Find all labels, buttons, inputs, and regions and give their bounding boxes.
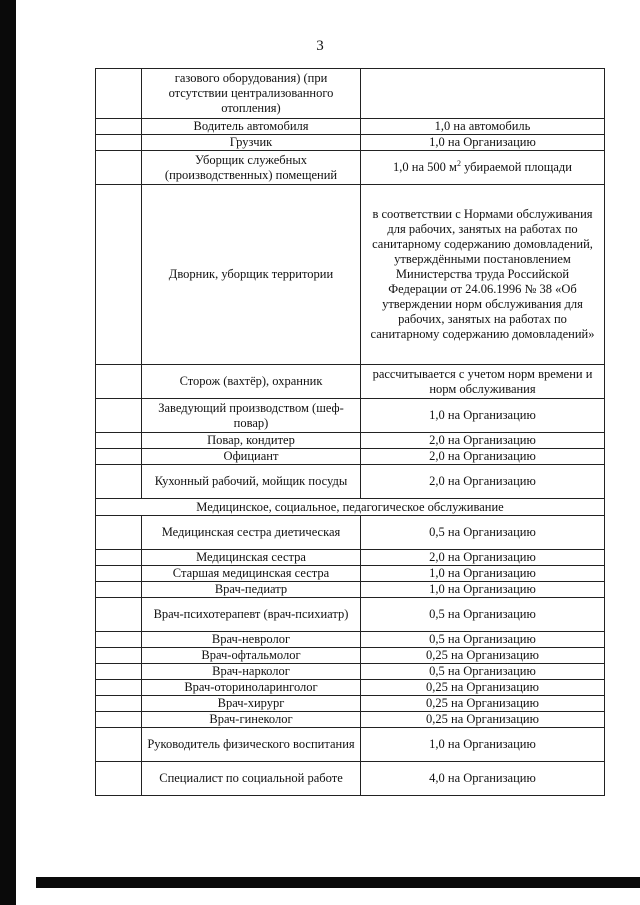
- scan-shadow-left: [0, 0, 16, 905]
- row-number-cell: [96, 449, 142, 465]
- norm-cell: 1,0 на Организацию: [361, 728, 605, 762]
- norm-cell: 1,0 на Организацию: [361, 582, 605, 598]
- position-cell: Врач-офтальмолог: [142, 648, 361, 664]
- norm-cell: 0,5 на Организацию: [361, 632, 605, 648]
- row-number-cell: [96, 135, 142, 151]
- table-row: [96, 449, 605, 465]
- norm-cell: [361, 69, 605, 119]
- position-cell: Кухонный рабочий, мойщик посуды: [142, 465, 361, 499]
- norm-cell: в соответствии с Нормами обслуживания для рабочих, занятых на работах по санитарному содержанию домовладений, утверждёнными постановлением Министерства труда Российской Федерации от 24.06.1996 № 38 «Об утверждении норм обслуживания для рабочих, занятых на работах по санитарному содержанию домовладений»: [361, 185, 605, 365]
- table-row: [96, 712, 605, 728]
- position-cell: Врач-оториноларинголог: [142, 680, 361, 696]
- norm-cell: 1,0 на автомобиль: [361, 119, 605, 135]
- table-row: [96, 550, 605, 566]
- table-row: [96, 664, 605, 680]
- norm-cell: [361, 151, 605, 185]
- norm-text-prefix: 1,0 на 500 м: [393, 160, 457, 174]
- row-number-cell: [96, 712, 142, 728]
- row-number-cell: [96, 728, 142, 762]
- section-title: Медицинское, социальное, педагогическое обслуживание: [96, 499, 605, 516]
- position-cell: Врач-психотерапевт (врач-психиатр): [142, 598, 361, 632]
- position-cell: Официант: [142, 449, 361, 465]
- table-row: [96, 399, 605, 433]
- table-row: [96, 566, 605, 582]
- position-cell: Дворник, уборщик территории: [142, 185, 361, 365]
- table-row: [96, 680, 605, 696]
- position-cell: Врач-хирург: [142, 696, 361, 712]
- table-row: [96, 465, 605, 499]
- norm-cell: 0,5 на Организацию: [361, 516, 605, 550]
- table-row: [96, 632, 605, 648]
- norm-cell: рассчитывается с учетом норм времени и норм обслуживания: [361, 365, 605, 399]
- table-row: [96, 696, 605, 712]
- norm-cell: 2,0 на Организацию: [361, 449, 605, 465]
- table-row: [96, 151, 605, 185]
- norm-cell: 0,5 на Организацию: [361, 664, 605, 680]
- page-number: 3: [316, 38, 324, 54]
- table-row: [96, 69, 605, 119]
- row-number-cell: [96, 516, 142, 550]
- row-number-cell: [96, 582, 142, 598]
- staff-norms-table: [95, 68, 605, 796]
- norm-cell: 0,25 на Организацию: [361, 712, 605, 728]
- row-number-cell: [96, 550, 142, 566]
- norm-cell: 4,0 на Организацию: [361, 762, 605, 796]
- table-row: [96, 648, 605, 664]
- table-row: [96, 728, 605, 762]
- position-cell: Сторож (вахтёр), охранник: [142, 365, 361, 399]
- norm-cell: 0,5 на Организацию: [361, 598, 605, 632]
- position-cell: Врач-педиатр: [142, 582, 361, 598]
- row-number-cell: [96, 762, 142, 796]
- position-cell: газового оборудования) (при отсутствии централизованного отопления): [142, 69, 361, 119]
- section-header-row: [96, 499, 605, 516]
- norm-cell: 2,0 на Организацию: [361, 465, 605, 499]
- row-number-cell: [96, 680, 142, 696]
- table-row: [96, 582, 605, 598]
- position-cell: Старшая медицинская сестра: [142, 566, 361, 582]
- table-row: [96, 119, 605, 135]
- position-cell: Врач-гинеколог: [142, 712, 361, 728]
- norm-cell: 0,25 на Организацию: [361, 696, 605, 712]
- position-cell: Уборщик служебных (производственных) помещений: [142, 151, 361, 185]
- row-number-cell: [96, 566, 142, 582]
- table-row: [96, 762, 605, 796]
- row-number-cell: [96, 465, 142, 499]
- table-row: [96, 433, 605, 449]
- table-row: [96, 365, 605, 399]
- row-number-cell: [96, 598, 142, 632]
- row-number-cell: [96, 185, 142, 365]
- norm-cell: 2,0 на Организацию: [361, 433, 605, 449]
- position-cell: Повар, кондитер: [142, 433, 361, 449]
- row-number-cell: [96, 69, 142, 119]
- row-number-cell: [96, 433, 142, 449]
- norm-cell: 0,25 на Организацию: [361, 680, 605, 696]
- table-body: [96, 69, 605, 796]
- position-cell: Водитель автомобиля: [142, 119, 361, 135]
- norm-cell: 1,0 на Организацию: [361, 399, 605, 433]
- position-cell: Руководитель физического воспитания: [142, 728, 361, 762]
- position-cell: Грузчик: [142, 135, 361, 151]
- table-row: [96, 185, 605, 365]
- norm-superscript: 2: [456, 158, 461, 168]
- row-number-cell: [96, 696, 142, 712]
- row-number-cell: [96, 151, 142, 185]
- position-cell: Медицинская сестра диетическая: [142, 516, 361, 550]
- row-number-cell: [96, 664, 142, 680]
- table-row: [96, 598, 605, 632]
- position-cell: Врач-невролог: [142, 632, 361, 648]
- table-row: [96, 516, 605, 550]
- table-row: [96, 135, 605, 151]
- row-number-cell: [96, 119, 142, 135]
- norm-cell: 2,0 на Организацию: [361, 550, 605, 566]
- norm-cell: 1,0 на Организацию: [361, 566, 605, 582]
- row-number-cell: [96, 399, 142, 433]
- norm-cell: 0,25 на Организацию: [361, 648, 605, 664]
- row-number-cell: [96, 365, 142, 399]
- position-cell: Заведующий производством (шеф-повар): [142, 399, 361, 433]
- norm-cell: 1,0 на Организацию: [361, 135, 605, 151]
- scan-shadow-bottom: [36, 877, 640, 888]
- norm-text-suffix: убираемой площади: [460, 160, 572, 174]
- position-cell: Специалист по социальной работе: [142, 762, 361, 796]
- row-number-cell: [96, 648, 142, 664]
- position-cell: Медицинская сестра: [142, 550, 361, 566]
- position-cell: Врач-нарколог: [142, 664, 361, 680]
- row-number-cell: [96, 632, 142, 648]
